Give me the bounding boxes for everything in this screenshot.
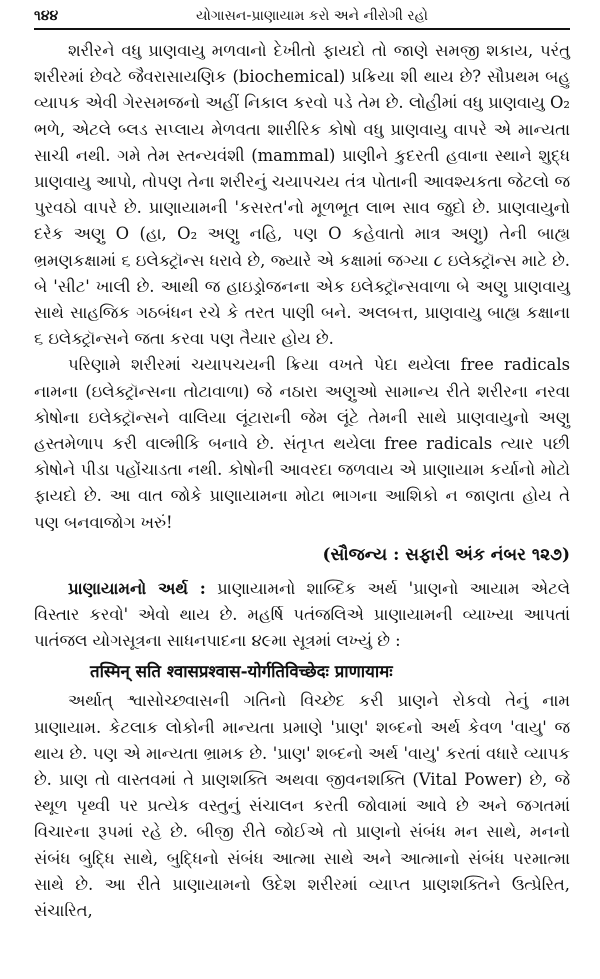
sanskrit-sutra: तस्मिन् सति श्वासप्रश्वास-योर्गतिविच्छेदः प्राणायामः	[90, 661, 393, 682]
paragraph-meaning	[34, 576, 570, 655]
page-header	[34, 8, 570, 30]
page-number: ૧૪૪	[34, 8, 59, 24]
paragraph-biochemistry: શરીરને વધુ પ્રાણવાયુ મળવાનો દેખીતો ફાયદો તો જાણે સમજી શકાય, પરંતુ શરીરમાં છેવટે જૈવરાસાયણિક (biochemical) પ્રક્રિયા શી થાય છે? સૌપ્રથમ બહુ વ્યાપક એવી ગેરસમજનો અહીં નિકાલ કરવો પડે તેમ છે. લોહીમાં વધુ પ્રાણવાયુ O₂ ભળે, એટલે બ્લડ સપ્લાય મેળવતા શારીરિક કોષો વધુ પ્રાણવાયુ વાપરે એ માન્યતા સાચી નથી. ગમે તેમ સ્તન્યવંશી (mammal) પ્રાણીને કુદરતી હવાના સ્થાને શુદ્ધ પ્રાણવાયુ આપો, તોપણ તેના શરીરનું ચયાપચય તંત્ર પોતાની આવશ્યકતા જેટલો જ પુરવઠો વાપરે છે. પ્રાણાયામની 'કસરત'નો મૂળભૂત લાભ સાવ જુદો છે. પ્રાણવાયુનો દરેક અણુ O (હા, O₂ અણુ નહિ, પણ O કહેવાતો માત્ર અણુ) તેની બાહ્ય ભ્રમણકક્ષામાં ૬ ઇલેક્ટ્રૉન્સ ધરાવે છે, જ્યારે એ કક્ષામાં જગ્યા ૮ ઇલેક્ટ્રૉન્સ માટે છે. બે 'સીટ' ખાલી છે. આથી જ હાઇડ્રોજનના એક ઇલેક્ટ્રૉન્સવાળા બે અણુ પ્રાણવાયુ સાથે સાહજિક ગઠબંધન રચે કે તરત પાણી બને. અલબત્ત, પ્રાણવાયુ બાહ્ય કક્ષાના ૬ ઇલેક્ટ્રૉન્સને જતા કરવા પણ તૈયાર હોય છે.	[34, 41, 570, 349]
paragraph-definition: અર્થાત્ શ્વાસોચ્છ્વાસની ગતિનો વિચ્છેદ કરી પ્રાણને રોકવો તેનું નામ પ્રાણાયામ. કેટલાક લોકોની માન્યતા પ્રમાણે 'પ્રાણ' શબ્દનો અર્થ કેવળ 'વાયુ' જ થાય છે. પણ એ માન્યતા ભ્રામક છે. 'પ્રાણ' શબ્દનો અર્થ 'વાયુ' કરતાં વધારે વ્યાપક છે. પ્રાણ તો વાસ્તવમાં તે પ્રાણશક્તિ અથવા જીવનશક્તિ (Vital Power) છે, જે સ્થૂળ પૃથ્વી પર પ્રત્યેક વસ્તુનું સંચાલન કરતી જોવામાં આવે છે અને જગતમાં વિચારના રૂપમાં રહે છે. બીજી રીતે જોઈએ તો પ્રાણનો સંબંધ મન સાથે, મનનો સંબંધ બુદ્ધિ સાથે, બુદ્ધિનો સંબંધ આત્મા સાથે અને આત્માનો સંબંધ પરમાત્મા સાથે છે. આ રીતે પ્રાણાયામનો ઉદેશ શરીરમાં વ્યાપ્ત પ્રાણશક્તિને ઉત્પ્રેરિત, સંચારિત,	[34, 691, 570, 921]
running-title: યોગાસન-પ્રાણાયામ કરો અને નીરોગી રહો	[195, 8, 429, 24]
source-credit: (સૌજન્ય : સફારી અંક નંબર ૧૨૭)	[322, 544, 570, 565]
paragraph-free-radicals: પરિણામે શરીરમાં ચયાપચયની ક્રિયા વખતે પેદા થયેલા free radicals નામના (ઇલેક્ટ્રૉન્સના તોટાવાળા) જે નઠારા અણુઓ સામાન્ય રીતે શરીરના નરવા કોષોના ઇલેક્ટ્રૉન્સને વાલિયા લૂંટારાની જેમ લૂંટે તેમની સાથે પ્રાણવાયુનો અણુ હસ્તમેળાપ કરી વાલ્મીકિ બનાવે છે. સંતૃપ્ત થયેલા free radicals ત્યાર પછી કોષોને પીડા પહોંચાડતા નથી. કોષોની આવરદા જળવાય એ પ્રાણાયામ કર્યાનો મોટો ફાયદો છે. આ વાત જોકે પ્રાણાયામના મોટા ભાગના આશિકો ન જાણતા હોય તે પણ બનવાજોગ ખરું!	[34, 355, 570, 532]
meaning-heading: પ્રાણાયામનો અર્થ :	[68, 578, 206, 598]
meaning-text: પ્રાણાયામનો શાબ્દિક અર્થ 'પ્રાણનો આયામ એટલે વિસ્તાર કરવો' એવો થાય છે. મહર્ષિ પતંજલિએ પ્રાણાયામની વ્યાખ્યા આપતાં પાતંજલ યોગસૂત્રના સાધનપાદના ૪૯મા સૂત્રમાં લખ્યું છે :	[34, 578, 570, 651]
